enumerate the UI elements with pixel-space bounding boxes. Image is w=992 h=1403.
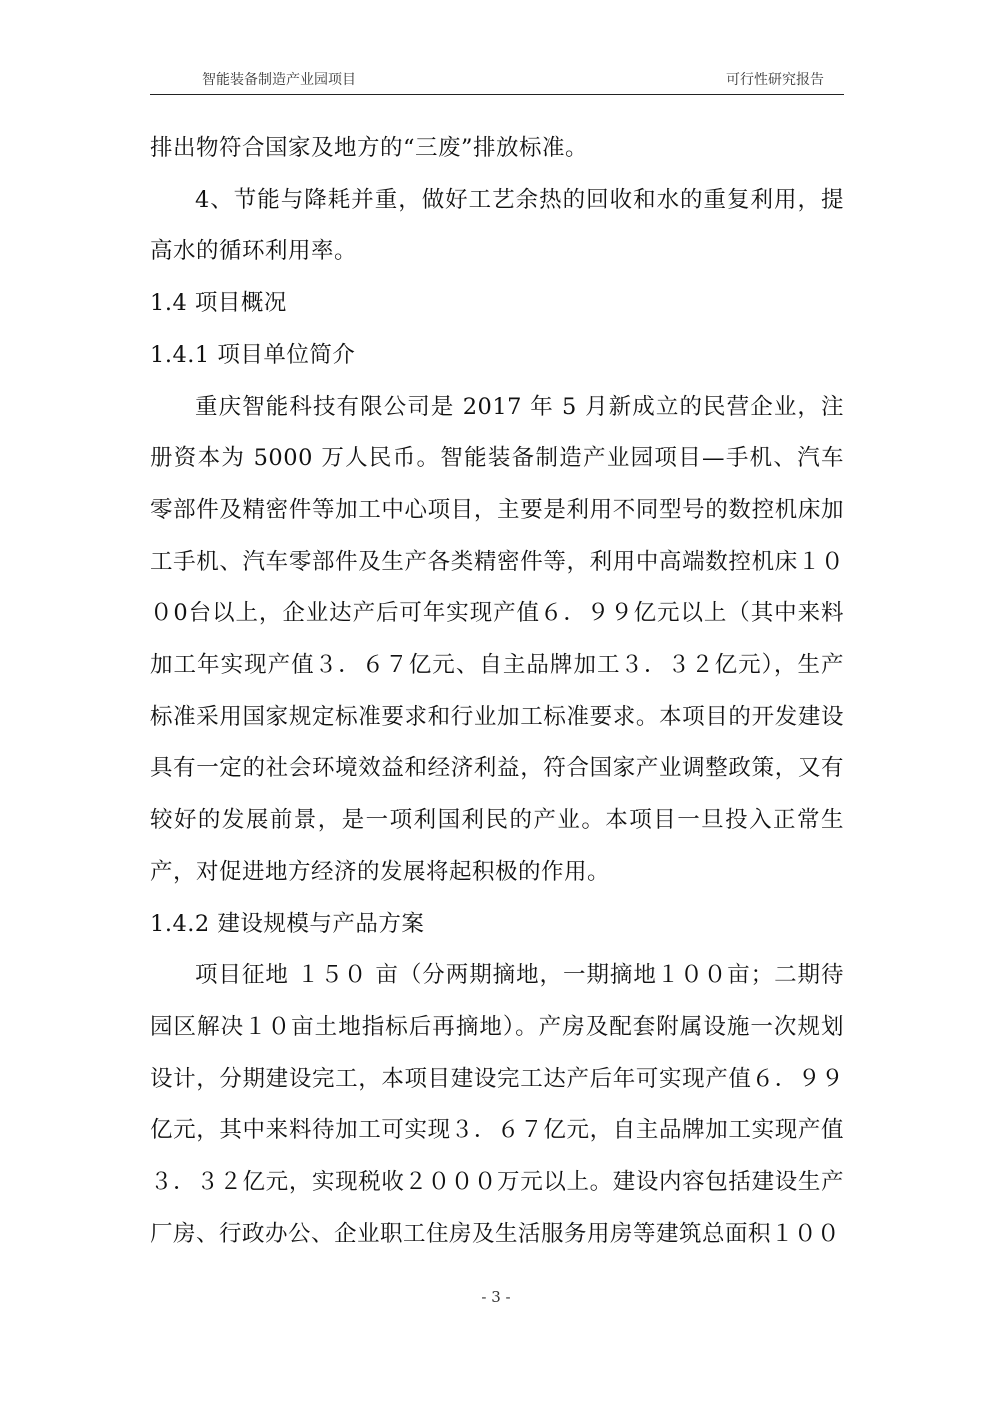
section-heading-overview: 1.4 项目概况 (150, 290, 287, 317)
header-report-title: 可行性研究报告 (726, 72, 824, 88)
document-body (150, 123, 844, 1260)
paragraph-company-intro: 重庆智能科技有限公司是 2017 年 5 月新成立的民营企业，注册资本为 5000 万人民币。智能装备制造产业园项目—手机、汽车零部件及精密件等加工中心项目，主要是利用不同型号的数控机床加工手机、汽车零部件及生产各类精密件等，利用中高端数控机床１００0台以上，企业达产后可年实现产值６．９９亿元以上（其中来料加工年实现产值３．６７亿元、自主品牌加工３．３２亿元），生产标准采用国家规定标准要求和行业加工标准要求。本项目的开发建设具有一定的社会环境效益和经济利益，符合国家产业调整政策，又有较好的发展前景，是一项利国利民的产业。本项目一旦投入正常生产，对促进地方经济的发展将起积极的作用。 (150, 393, 844, 885)
paragraph-scale: 项目征地 １５０ 亩（分两期摘地，一期摘地１００亩；二期待园区解决１０亩土地指标后再摘地）。产房及配套附属设施一次规划设计，分期建设完工，本项目建设完工达产后年可实现产值６．９９亿元，其中来料待加工可实现３．６７亿元，自主品牌加工实现产值３．３２亿元，实现税收２０００万元以上。建设内容包括建设生产厂房、行政办公、企业职工住房及生活服务用房等建筑总面积１００ (150, 962, 844, 1247)
header-project-title: 智能装备制造产业园项目 (202, 72, 356, 88)
paragraph-emission-standard: 排出物符合国家及地方的“三废”排放标准。 (150, 135, 589, 161)
section-heading-company-intro: 1.4.1 项目单位简介 (150, 341, 356, 368)
paragraph-energy-saving: 4、节能与降耗并重，做好工艺余热的回收和水的重复利用，提高水的循环利用率。 (150, 186, 844, 265)
section-heading-scale: 1.4.2 建设规模与产品方案 (150, 910, 425, 937)
page-number: - 3 - (481, 1288, 511, 1306)
page-header (150, 64, 844, 95)
